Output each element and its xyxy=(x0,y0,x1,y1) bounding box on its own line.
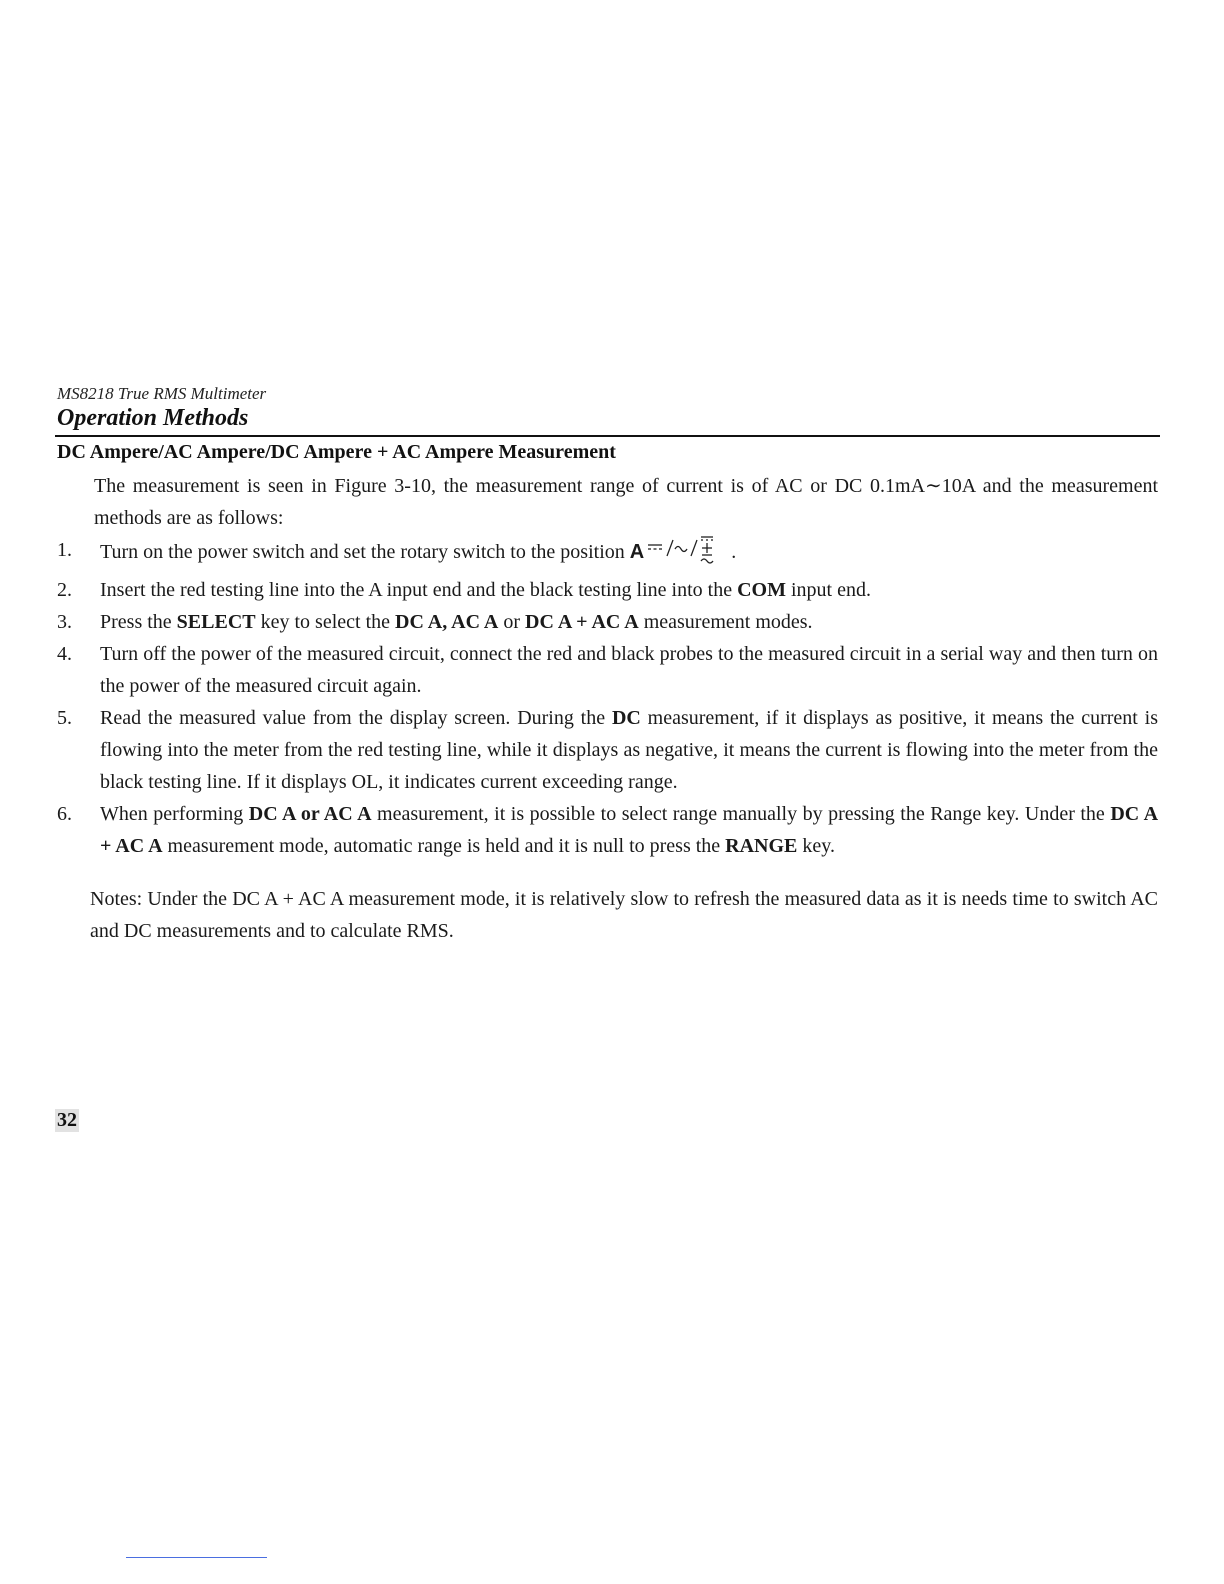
step-text: Insert the red testing line into the A input end and the black testing line into the xyxy=(100,579,733,601)
mode-label: DC A + AC A xyxy=(100,803,1159,857)
step-text-end: input end. xyxy=(790,579,871,601)
select-key-label: SELECT xyxy=(176,611,256,633)
step-text: When performing xyxy=(100,803,244,825)
step-text-mid: or xyxy=(503,611,521,633)
step-item-4 xyxy=(57,638,1158,702)
step-text: Turn off the power of the measured circuit, connect the red and black probes to the measured circuit in a serial way and then turn on the power of the measured circuit again. xyxy=(100,643,1158,697)
step-number: 6. xyxy=(57,803,72,825)
mode-label: DC A, AC A xyxy=(395,611,499,633)
step-item-1 xyxy=(57,534,1158,574)
step-text: Read the measured value from the display screen. During the xyxy=(100,707,606,729)
dc-label: DC xyxy=(611,707,641,729)
step-number: 4. xyxy=(57,643,72,665)
header-rule xyxy=(55,435,1160,437)
mode-label: DC A + AC A xyxy=(525,611,639,633)
page-number: 32 xyxy=(57,1109,77,1131)
com-label: COM xyxy=(737,579,786,601)
notes-paragraph: Notes: Under the DC A + AC A measurement mode, it is relatively slow to refresh the measured data as it is needs time to switch AC and DC measurements and to calculate RMS. xyxy=(90,888,1158,942)
step-text: Turn on the power switch and set the rotary switch to the position xyxy=(100,541,625,563)
step-item-3 xyxy=(57,606,1158,638)
step-text-end: measurement, if it displays as positive, it means the current is flowing into the meter from the red testing line, while it displays as negative, it means the current is flowing into the meter from the black testing line. If it displays OL, it indicates current exceeding range. xyxy=(100,707,1159,793)
position-label: A xyxy=(629,541,645,563)
running-title: MS8218 True RMS Multimeter xyxy=(57,384,267,403)
step-text: Press the xyxy=(100,611,172,633)
measurement-heading: DC Ampere/AC Ampere/DC Ampere + AC Ampere Measurement xyxy=(57,441,616,463)
step-text-end: measurement modes. xyxy=(643,611,813,633)
step-text-mid: key to select the xyxy=(260,611,391,633)
footnote-separator xyxy=(126,1557,267,1558)
step-number: 2. xyxy=(57,579,72,601)
step-text-end: . xyxy=(731,541,737,563)
step-item-5 xyxy=(57,702,1158,798)
step-item-2 xyxy=(57,574,1158,606)
step-item-6 xyxy=(57,798,1158,862)
intro-paragraph: The measurement is seen in Figure 3-10, the measurement range of current is of AC or DC 0.1mA∼10A and the measurement methods are as follows: xyxy=(94,475,1158,529)
range-key-label: RANGE xyxy=(725,835,798,857)
dc-ac-current-symbol-icon xyxy=(646,534,726,574)
steps-list xyxy=(57,534,1158,862)
step-number: 1. xyxy=(57,539,72,561)
step-number: 3. xyxy=(57,611,72,633)
section-title: Operation Methods xyxy=(57,405,249,431)
step-text-mid: measurement, it is possible to select range manually by pressing the Range key. Under the xyxy=(377,803,1105,825)
mode-label: DC A or AC A xyxy=(248,803,372,825)
step-number: 5. xyxy=(57,707,72,729)
step-text-end: key. xyxy=(802,835,835,857)
step-text-mid: measurement mode, automatic range is held and it is null to press the xyxy=(167,835,721,857)
